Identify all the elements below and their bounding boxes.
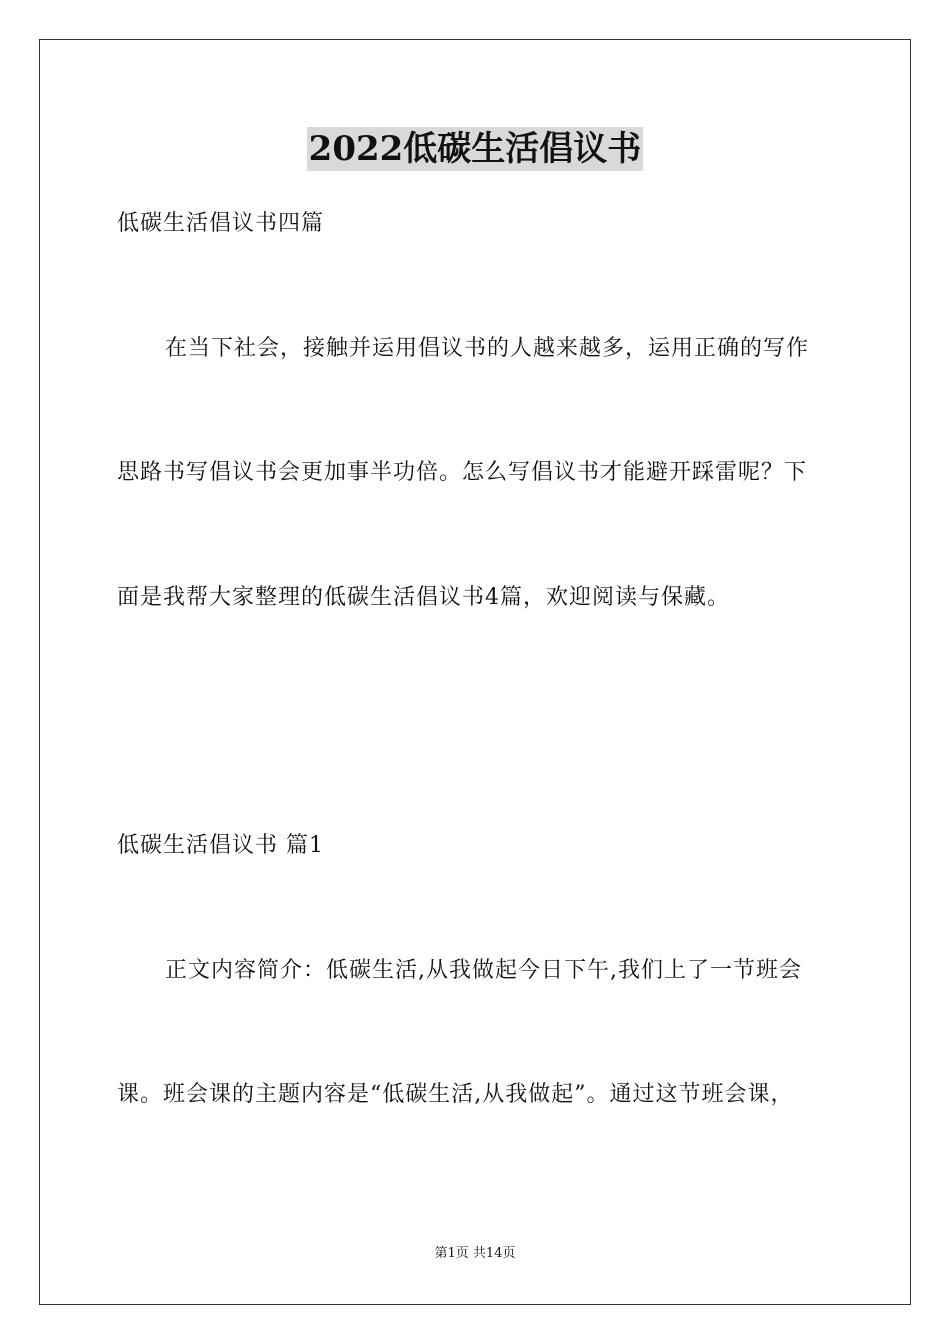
paragraph-line: 课。班会课的主题内容是“低碳生活,从我做起”。通过这节班会课，	[117, 1082, 794, 1107]
paragraph-line: 面是我帮大家整理的低碳生活倡议书4篇，欢迎阅读与保藏。	[117, 585, 730, 610]
section-heading: 低碳生活倡议书 篇1	[117, 833, 324, 858]
document-subtitle: 低碳生活倡议书四篇	[117, 211, 325, 236]
page-number-footer: 第1页 共14页	[434, 1246, 516, 1261]
paragraph-line: 思路书写倡议书会更加事半功倍。怎么写倡议书才能避开踩雷呢？下	[117, 460, 808, 485]
document-title: 2022低碳生活倡议书	[308, 129, 642, 169]
paragraph-line: 正文内容简介：低碳生活,从我做起今日下午,我们上了一节班会	[165, 958, 802, 983]
title-container	[0, 127, 950, 171]
paragraph-line: 在当下社会，接触并运用倡议书的人越来越多，运用正确的写作	[165, 336, 810, 361]
